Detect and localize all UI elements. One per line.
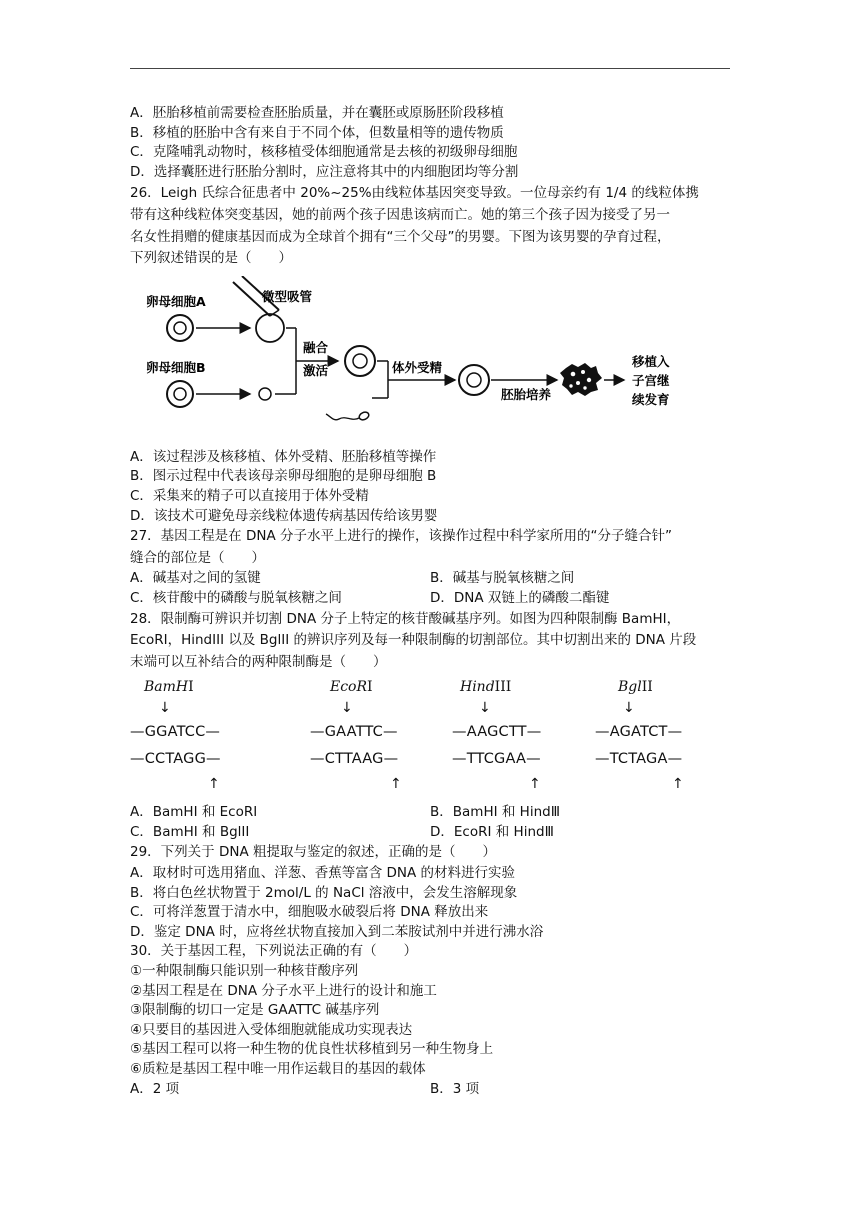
q26-figure — [130, 276, 730, 448]
top-strand: —GAATTC— — [310, 724, 398, 741]
cut-arrow-up-icon: ↑ — [390, 776, 402, 793]
q28-option-row — [130, 803, 730, 823]
q30-option-row — [130, 1080, 730, 1100]
culture-label: 胚胎培养 — [501, 386, 552, 402]
q28-stem-line: 28．限制酶可辨识并切割 DNA 分子上特定的核苷酸碱基序列。如图为四种限制酶 BamHI， — [130, 610, 681, 627]
q26-option-a: A．该过程涉及核移植、体外受精、胚胎移植等操作 — [130, 448, 437, 465]
q27-option-d: D．DNA 双链上的磷酸二酯键 — [430, 589, 610, 606]
q26-stem-line: 带有这种线粒体突变基因，她的前两个孩子因患该病而亡。她的第三个孩子因为接受了另一 — [130, 206, 670, 223]
q26-option-d: D．该技术可避免母亲线粒体遗传病基因传给该男婴 — [130, 507, 438, 524]
q25-options — [130, 104, 730, 182]
three-parent-ivf-diagram — [130, 276, 730, 448]
q30 — [130, 942, 730, 1099]
cut-arrow-up-icon: ↑ — [208, 776, 220, 793]
enzyme-ecori — [310, 679, 430, 801]
q30-option-a: A．2 项 — [130, 1080, 180, 1097]
q29-option-a: A．取材时可选用猪血、洋葱、香蕉等富含 DNA 的材料进行实验 — [130, 865, 516, 882]
q30-statement: ②基因工程是在 DNA 分子水平上进行的设计和施工 — [130, 982, 437, 999]
restriction-enzyme-figure — [130, 679, 730, 801]
q26-stem-line: 下列叙述错误的是（ ） — [130, 250, 292, 267]
q28-option-a: A．BamHI 和 EcoRI — [130, 804, 258, 821]
reconstructed-egg — [345, 346, 375, 376]
q27-stem-line: 27．基因工程是在 DNA 分子水平上进行的操作，该操作过程中科学家所用的“分子缝合针” — [130, 528, 672, 545]
q29-stem: 29．下列关于 DNA 粗提取与鉴定的叙述，正确的是（ ） — [130, 844, 496, 861]
sperm-icon — [326, 410, 370, 421]
bottom-strand: —CCTAGG— — [130, 751, 221, 768]
top-strand: —AGATCT— — [595, 724, 683, 741]
q28-option-c: C．BamHI 和 BglII — [130, 823, 250, 840]
cut-arrow-down-icon: ↓ — [623, 700, 635, 717]
q30-stem: 30．关于基因工程，下列说法正确的有（ ） — [130, 943, 418, 960]
q27-option-a: A．碱基对之间的氢键 — [130, 570, 261, 587]
q27-option-b: B．碱基与脱氧核糖之间 — [430, 570, 575, 587]
egg-a-cell — [167, 315, 193, 341]
q26-stem-line: 名女性捐赠的健康基因而成为全球首个拥有“三个父母”的男婴。下图为该男婴的孕育过程， — [130, 228, 671, 245]
cut-arrow-up-icon: ↑ — [529, 776, 541, 793]
header-rule — [130, 68, 730, 69]
enzyme-bamhi — [130, 679, 250, 801]
enzyme-bglii — [595, 679, 715, 801]
q28-stem-line: 末端可以互补结合的两种限制酶是（ ） — [130, 653, 387, 670]
fuse-label-1: 融合 — [303, 339, 329, 355]
q29-option-c: C．可将洋葱置于清水中，细胞吸水破裂后将 DNA 释放出来 — [130, 904, 489, 921]
q26-stem-line: 26．Leigh 氏综合征患者中 20%~25%由线粒体基因突变导致。一位母亲约有 1/4 的线粒体携 — [130, 185, 699, 202]
transfer-label-1: 移植入 — [632, 353, 670, 369]
cut-arrow-down-icon: ↓ — [341, 700, 353, 717]
q28-stem-line: EcoRI，HindIII 以及 BglII 的辨识序列及每一种限制酶的切割部位。其中切割出来的 DNA 片段 — [130, 632, 697, 649]
enucleated-egg — [256, 314, 284, 342]
q29-option-b: B．将白色丝状物置于 2mol/L 的 NaCl 溶液中，会发生溶解现象 — [130, 884, 518, 901]
q29-option-d: D．鉴定 DNA 时，应将丝状物直接加入到二苯胺试剂中并进行沸水浴 — [130, 923, 544, 940]
embryo-icon — [560, 363, 602, 396]
q26-options — [130, 448, 730, 526]
enzyme-name: BglII — [618, 679, 653, 696]
q25-option-b: B．移植的胚胎中含有来自于不同个体，但数量相等的遗传物质 — [130, 124, 504, 141]
zygote-cell — [459, 365, 489, 395]
bottom-strand: —TCTAGA— — [595, 751, 683, 768]
q30-statement: ④只要目的基因进入受体细胞就能成功实现表达 — [130, 1021, 413, 1038]
bottom-strand: —TTCGAA— — [452, 751, 541, 768]
q29 — [130, 842, 730, 942]
top-strand: —GGATCC— — [130, 724, 221, 741]
fuse-label-2: 激活 — [303, 362, 329, 378]
bottom-strand: —CTTAAG— — [310, 751, 399, 768]
enzyme-name: HindIII — [460, 679, 512, 696]
cut-arrow-down-icon: ↓ — [159, 700, 171, 717]
q30-statement: ⑤基因工程可以将一种生物的优良性状移植到另一种生物身上 — [130, 1041, 494, 1058]
q28-option-d: D．EcoRI 和 HindⅢ — [430, 823, 554, 840]
cut-arrow-down-icon: ↓ — [479, 700, 491, 717]
enzyme-name: EcoRI — [330, 679, 373, 696]
q25-option-c: C．克隆哺乳动物时，核移植受体细胞通常是去核的初级卵母细胞 — [130, 144, 518, 161]
q30-option-b: B．3 项 — [430, 1080, 480, 1097]
egg-b-label: 卵母细胞B — [146, 359, 206, 375]
q28-option-b: B．BamHI 和 HindⅢ — [430, 804, 560, 821]
transfer-label-3: 续发育 — [632, 391, 670, 407]
ivf-label: 体外受精 — [392, 359, 443, 375]
q27-option-c: C．核苷酸中的磷酸与脱氧核糖之间 — [130, 589, 342, 606]
q27 — [130, 526, 730, 608]
q30-statement: ⑥质粒是基因工程中唯一用作运载目的基因的载体 — [130, 1061, 426, 1077]
transfer-label-2: 子宫继 — [632, 372, 670, 388]
q25-option-d: D．选择囊胚进行胚胎分割时，应注意将其中的内细胞团均等分割 — [130, 163, 519, 180]
q30-statement: ③限制酶的切口一定是 GAATTC 碱基序列 — [130, 1002, 380, 1019]
q27-stem-line: 缝合的部位是（ ） — [130, 549, 265, 566]
enzyme-hindiii — [452, 679, 572, 801]
spindle-nucleus — [259, 388, 271, 400]
pipette-label: 微型吸管 — [262, 288, 313, 304]
q25-option-a: A．胚胎移植前需要检查胚胎质量，并在囊胚或原肠胚阶段移植 — [130, 105, 504, 121]
q27-option-row — [130, 569, 730, 589]
q26-option-c: C．采集来的精子可以直接用于体外受精 — [130, 487, 369, 504]
q30-statement: ①一种限制酶只能识别一种核苷酸序列 — [130, 963, 359, 980]
egg-b-cell — [167, 381, 193, 407]
enzyme-name: BamHI — [144, 679, 194, 696]
cut-arrow-up-icon: ↑ — [672, 776, 684, 793]
q27-option-row — [130, 589, 730, 609]
q28 — [130, 609, 730, 843]
egg-a-label: 卵母细胞A — [146, 293, 206, 309]
q28-option-row — [130, 823, 730, 843]
top-strand: —AAGCTT— — [452, 724, 542, 741]
q26-stem — [130, 183, 730, 269]
exam-page — [130, 104, 730, 1099]
q26-option-b: B．图示过程中代表该母亲卵母细胞的是卵母细胞 B — [130, 468, 437, 485]
